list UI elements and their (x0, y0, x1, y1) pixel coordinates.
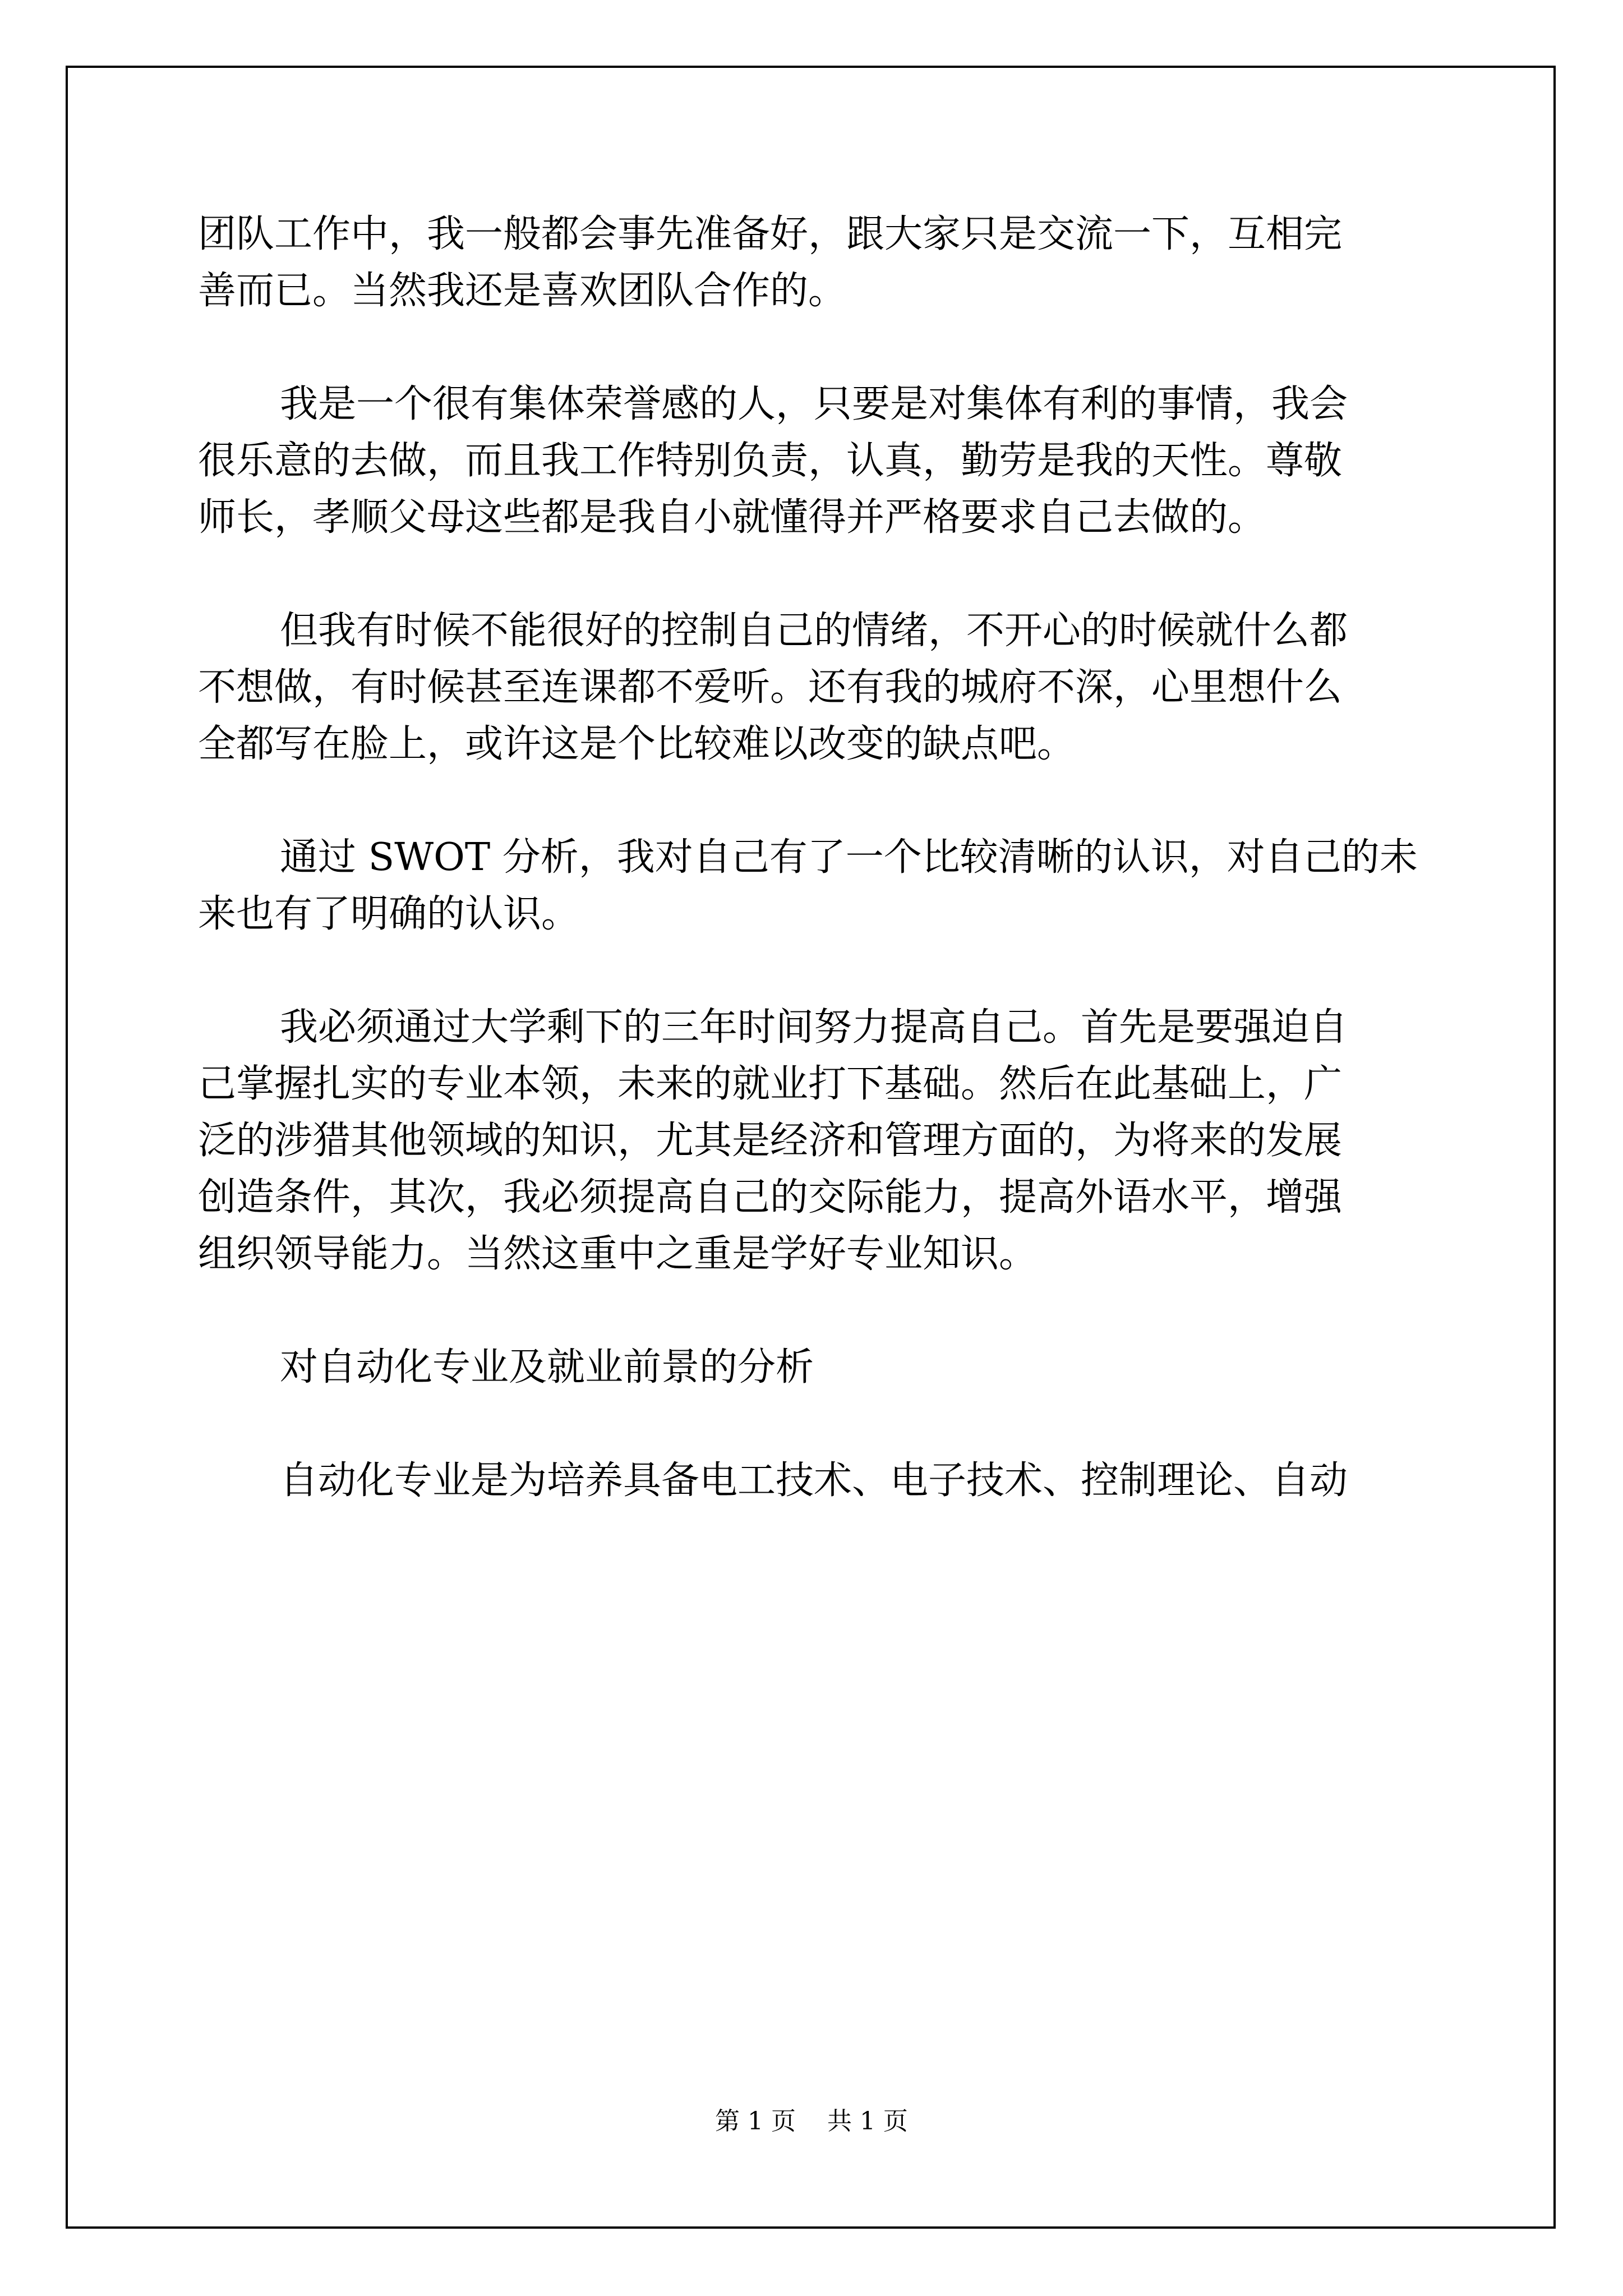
text-line: 组织领导能力。当然这重中之重是学好专业知识。 (198, 1232, 1038, 1276)
paragraph (198, 602, 1426, 772)
page-number-footer: 第 1 页 共 1 页 (715, 2107, 908, 2136)
text-line: 来也有了明确的认识。 (198, 892, 580, 936)
paragraph (198, 1452, 1426, 1509)
text-line: 很乐意的去做，而且我工作特别负责，认真，勤劳是我的天性。尊敬 (198, 439, 1343, 483)
paragraph (198, 376, 1426, 546)
paragraph (198, 829, 1426, 942)
text-line: 泛的涉猎其他领域的知识，尤其是经济和管理方面的，为将来的发展 (198, 1119, 1343, 1163)
text-line: 但我有时候不能很好的控制自己的情绪，不开心的时候就什么都 (280, 609, 1348, 653)
text-line: 全都写在脸上，或许这是个比较难以改变的缺点吧。 (198, 722, 1076, 766)
text-line: 我必须通过大学剩下的三年时间努力提高自己。首先是要强迫自 (280, 1005, 1348, 1050)
text-line: 创造条件，其次，我必须提高自己的交际能力，提高外语水平，增强 (198, 1175, 1343, 1220)
text-line: 自动化专业是为培养具备电工技术、电子技术、控制理论、自动 (280, 1458, 1348, 1503)
text-line: 对自动化专业及就业前景的分析 (280, 1345, 814, 1389)
paragraph (198, 999, 1426, 1282)
text-line: 通过 SWOT 分析，我对自己有了一个比较清晰的认识，对自己的未 (280, 835, 1418, 880)
text-line: 师长，孝顺父母这些都是我自小就懂得并严格要求自己去做的。 (198, 495, 1266, 540)
text-line: 我是一个很有集体荣誉感的人，只要是对集体有利的事情，我会 (280, 382, 1348, 426)
section-heading (198, 1339, 1426, 1396)
text-line: 己掌握扎实的专业本领，未来的就业打下基础。然后在此基础上，广 (198, 1062, 1343, 1106)
paragraph (198, 206, 1426, 319)
text-line: 不想做，有时候甚至连课都不爱听。还有我的城府不深，心里想什么 (198, 665, 1343, 710)
document-body (198, 206, 1426, 1509)
text-line: 团队工作中，我一般都会事先准备好，跟大家只是交流一下，互相完 (198, 212, 1343, 256)
text-line: 善而已。当然我还是喜欢团队合作的。 (198, 269, 847, 313)
